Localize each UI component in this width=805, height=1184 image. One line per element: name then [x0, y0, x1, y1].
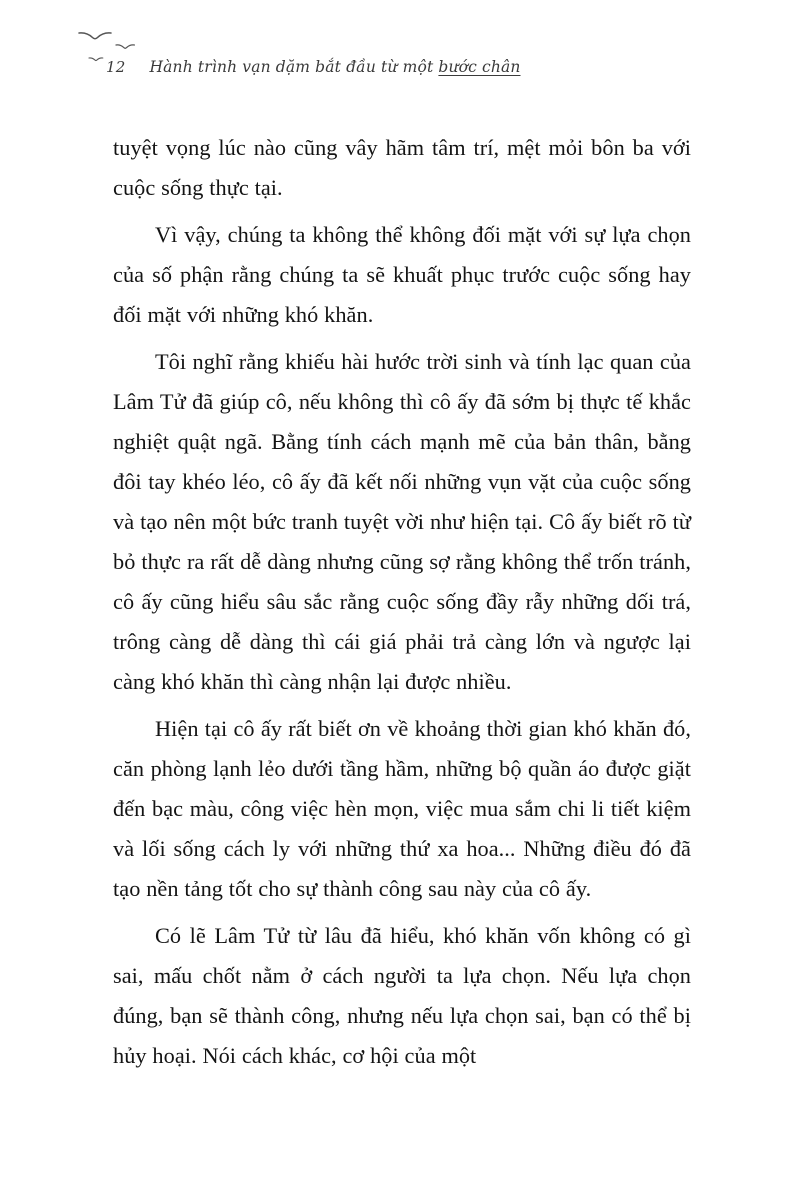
header-title-plain: Hành trình vạn dặm bắt đầu từ một — [149, 58, 439, 76]
header-line — [106, 60, 521, 76]
body-text — [113, 128, 691, 1076]
header-title-underlined: bước chân — [438, 58, 521, 76]
paragraph: Tôi nghĩ rằng khiếu hài hước trời sinh và tính lạc quan của Lâm Tử đã giúp cô, nếu không thì cô ấy đã sớm bị thực tế khắc nghiệt quật ngã. Bằng tính cách mạnh mẽ của bản thân, bằng đôi tay khéo léo, cô ấy đã kết nối những vụn vặt của cuộc sống và tạo nên một bức tranh tuyệt vời như hiện tại. Cô ấy biết rõ từ bỏ thực ra rất dễ dàng nhưng cũng sợ rằng không thể trốn tránh, cô ấy cũng hiểu sâu sắc rằng cuộc sống đầy rẫy những dối trá, trông càng dễ dàng thì cái giá phải trả càng lớn và ngược lại càng khó khăn thì càng nhận lại được nhiều. — [113, 349, 691, 694]
paragraph: Vì vậy, chúng ta không thể không đối mặt với sự lựa chọn của số phận rằng chúng ta sẽ khuất phục trước cuộc sống hay đối mặt với những khó khăn. — [113, 222, 691, 327]
header-title — [150, 60, 521, 76]
paragraph: Hiện tại cô ấy rất biết ơn về khoảng thời gian khó khăn đó, căn phòng lạnh lẻo dưới tầng hầm, những bộ quần áo được giặt đến bạc màu, công việc hèn mọn, việc mua sắm chi li tiết kiệm và lối sống cách ly với những thứ xa hoa... Những điều đó đã tạo nền tảng tốt cho sự thành công sau này của cô ấy. — [113, 716, 691, 901]
paragraph: Có lẽ Lâm Tử từ lâu đã hiểu, khó khăn vốn không có gì sai, mấu chốt nằm ở cách người ta lựa chọn. Nếu lựa chọn đúng, bạn sẽ thành công, nhưng nếu lựa chọn sai, bạn có thể bị hủy hoại. Nói cách khác, cơ hội của một — [113, 923, 691, 1068]
page-number: 12 — [106, 58, 126, 76]
paragraph: tuyệt vọng lúc nào cũng vây hãm tâm trí, mệt mỏi bôn ba với cuộc sống thực tại. — [113, 135, 691, 200]
running-header — [0, 0, 805, 110]
